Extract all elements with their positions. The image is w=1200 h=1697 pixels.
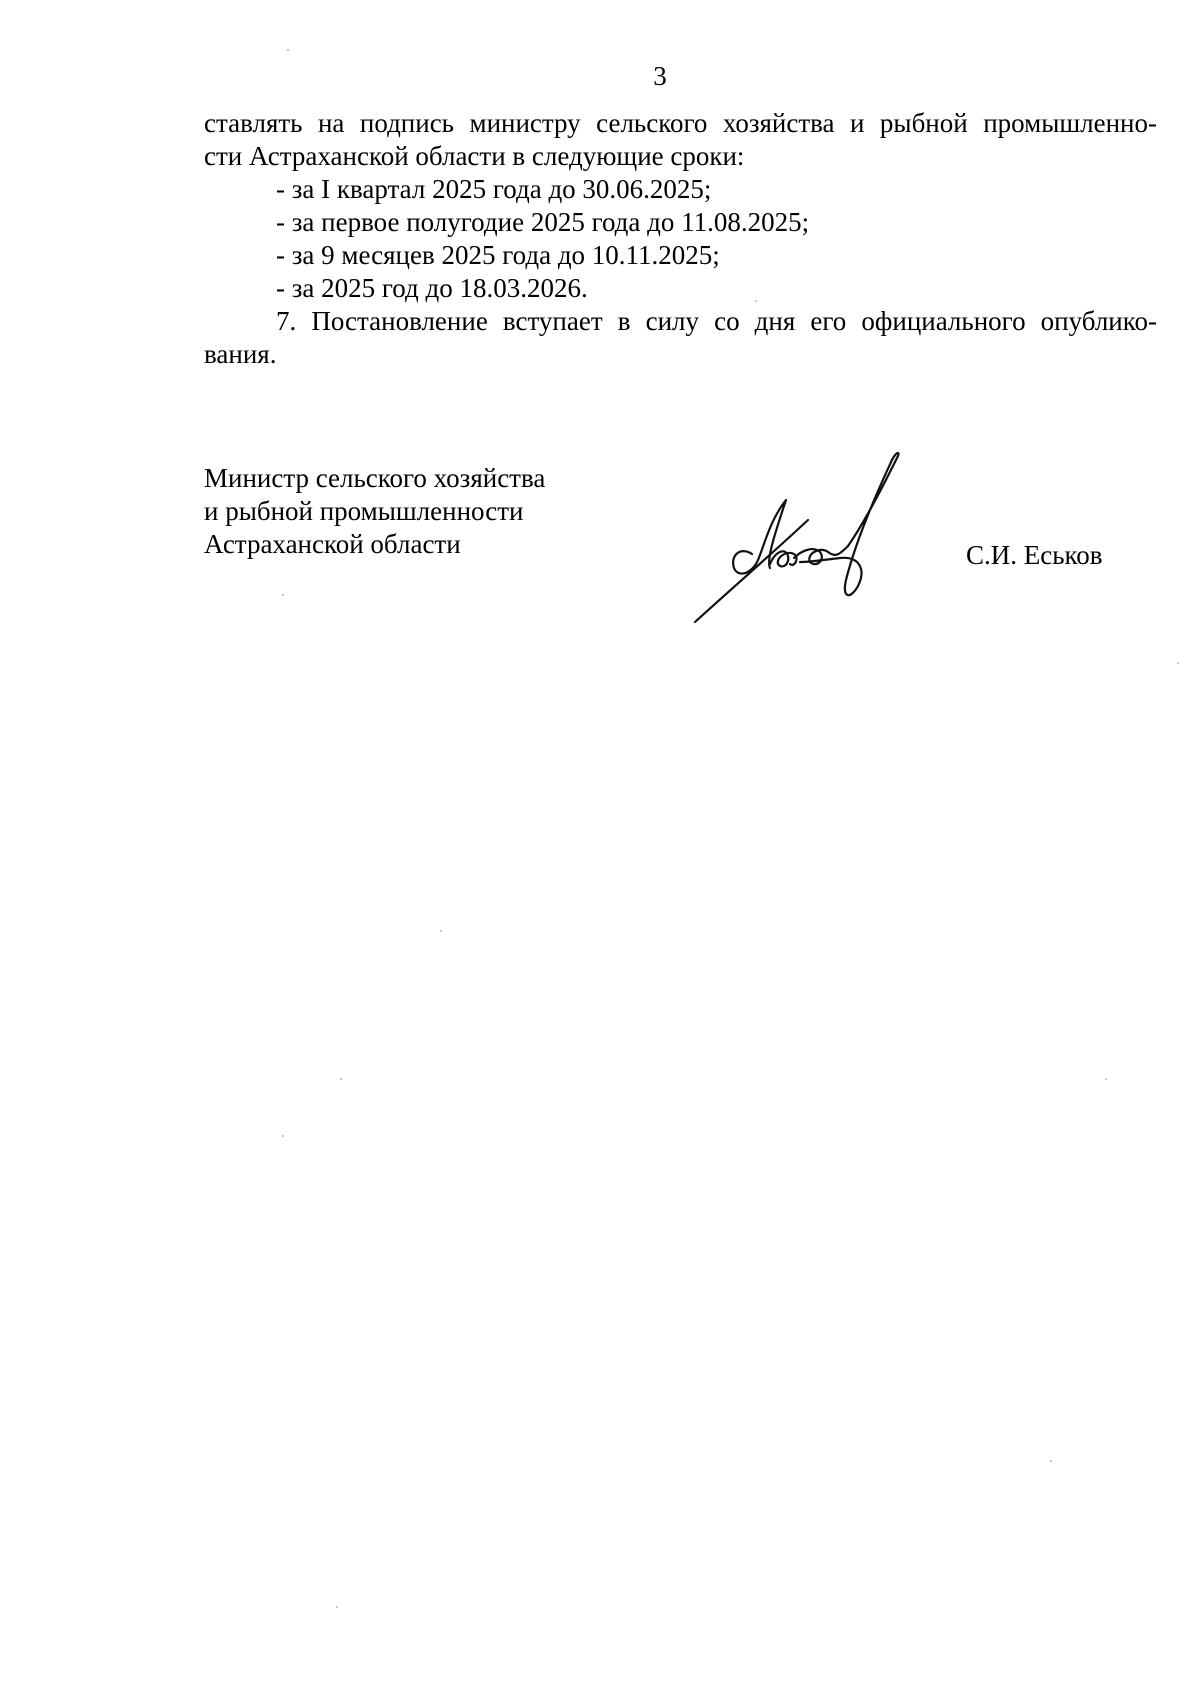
signatory-title-line: и рыбной промышленности [204, 496, 524, 526]
scan-speck [282, 594, 284, 596]
scan-speck [340, 1078, 342, 1080]
scan-speck [755, 300, 757, 302]
page-number: 3 [653, 61, 667, 91]
scan-speck [440, 930, 442, 932]
signatory-title-line: Астраханской области [204, 529, 461, 559]
signatory-title [204, 462, 545, 561]
item-7-line: 7. Постановление вступает в силу со дня его официального опублико- [276, 306, 1157, 336]
deadline-item: - за 2025 год до 18.03.2026. [276, 273, 588, 303]
body-text [204, 107, 1157, 371]
scan-speck [1177, 662, 1179, 664]
body-line: ставлять на подпись министру сельского хозяйства и рыбной промышленно- [204, 108, 1157, 138]
scan-speck [287, 49, 289, 51]
deadline-item: - за первое полугодие 2025 года до 11.08.2025; [276, 207, 810, 237]
scan-speck [336, 1606, 338, 1608]
body-line: сти Астраханской области в следующие сроки: [204, 141, 745, 171]
scan-speck [282, 1135, 284, 1137]
deadline-item: - за I квартал 2025 года до 30.06.2025; [276, 174, 712, 204]
signer-name: С.И. Еськов [966, 540, 1103, 570]
deadline-item: - за 9 месяцев 2025 года до 10.11.2025; [276, 240, 720, 270]
handwritten-signature [690, 450, 930, 625]
signatory-title-line: Министр сельского хозяйства [204, 463, 546, 493]
item-7-line: вания. [204, 339, 277, 369]
scan-speck [1105, 1078, 1107, 1080]
scan-speck [1050, 1460, 1052, 1462]
